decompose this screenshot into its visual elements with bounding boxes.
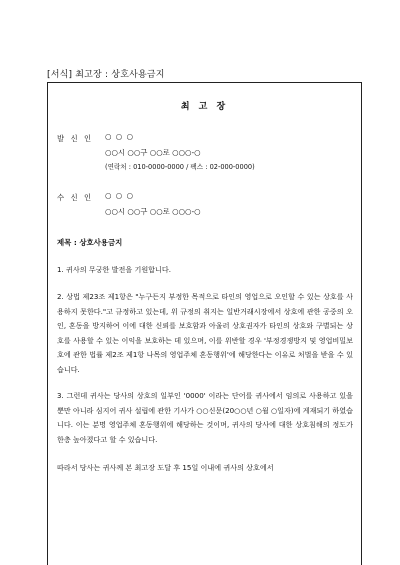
subject-line: 제목 : 상호사용금지 <box>57 238 123 247</box>
document-sheet <box>47 82 362 565</box>
sender-address: ○○시 ○○구 ○○로 ○○○-○ <box>105 148 201 157</box>
recipient-label: 수 신 인 <box>57 193 94 202</box>
sender-label: 발 신 인 <box>57 134 94 143</box>
recipient-address: ○○시 ○○구 ○○로 ○○○-○ <box>105 207 201 216</box>
paragraph-1: 1. 귀사의 무궁한 발전을 기원합니다. <box>57 265 171 274</box>
paragraph-2: 2. 상법 제23조 제1항은 "누구든지 부정한 목적으로 타인의 영업으로 오인할 수 있는 상호를 사용하지 못한다."고 규정하고 있는데, 위 규정의 취지는 일반거래시장에서 상호에 관한 공중의 오인, 혼동을 방지하여 이에 대한 신뢰를 보호함과 아울러 상호권자가 타인의 상호와 구별되는 상호를 사용할 수 있는 이익을 보호하는 데 있으며, 이를 위반할 경우 '부정경쟁방지 및 영업비밀보호에 관한 법률 제2조 제1항 나목의 영업주체 혼동행위'에 해당한다는 이유로 처벌을 받을 수 있습니다. <box>57 292 353 374</box>
sender-name: ○ ○ ○ <box>105 132 135 141</box>
paragraph-4: 따라서 당사는 귀사께 본 최고장 도달 후 15일 이내에 귀사의 상호에서 <box>57 463 274 472</box>
paragraph-3: 3. 그런데 귀사는 당사의 상호의 일부인 '0000' 이라는 단어를 귀사에서 임의로 사용하고 있을 뿐만 아니라 심지어 귀사 설립에 관한 기사가 ○○신문(20○○년 ○월 ○일자)에 게재되기 하였습니다. 이는 분명 영업주체 혼동행위에 해당하는 것이며, 귀사의 당사에 대한 상호침해의 정도가 한층 높아졌다고 할 수 있습니다. <box>57 391 353 444</box>
document-title: 최 고 장 <box>180 102 229 112</box>
recipient-name: ○ ○ ○ <box>105 191 135 200</box>
form-label: [서식] 최고장 : 상호사용금지 <box>47 70 165 80</box>
sender-contact: (연락처 : 010-0000-0000 / 팩스 : 02-000-0000) <box>105 163 255 171</box>
